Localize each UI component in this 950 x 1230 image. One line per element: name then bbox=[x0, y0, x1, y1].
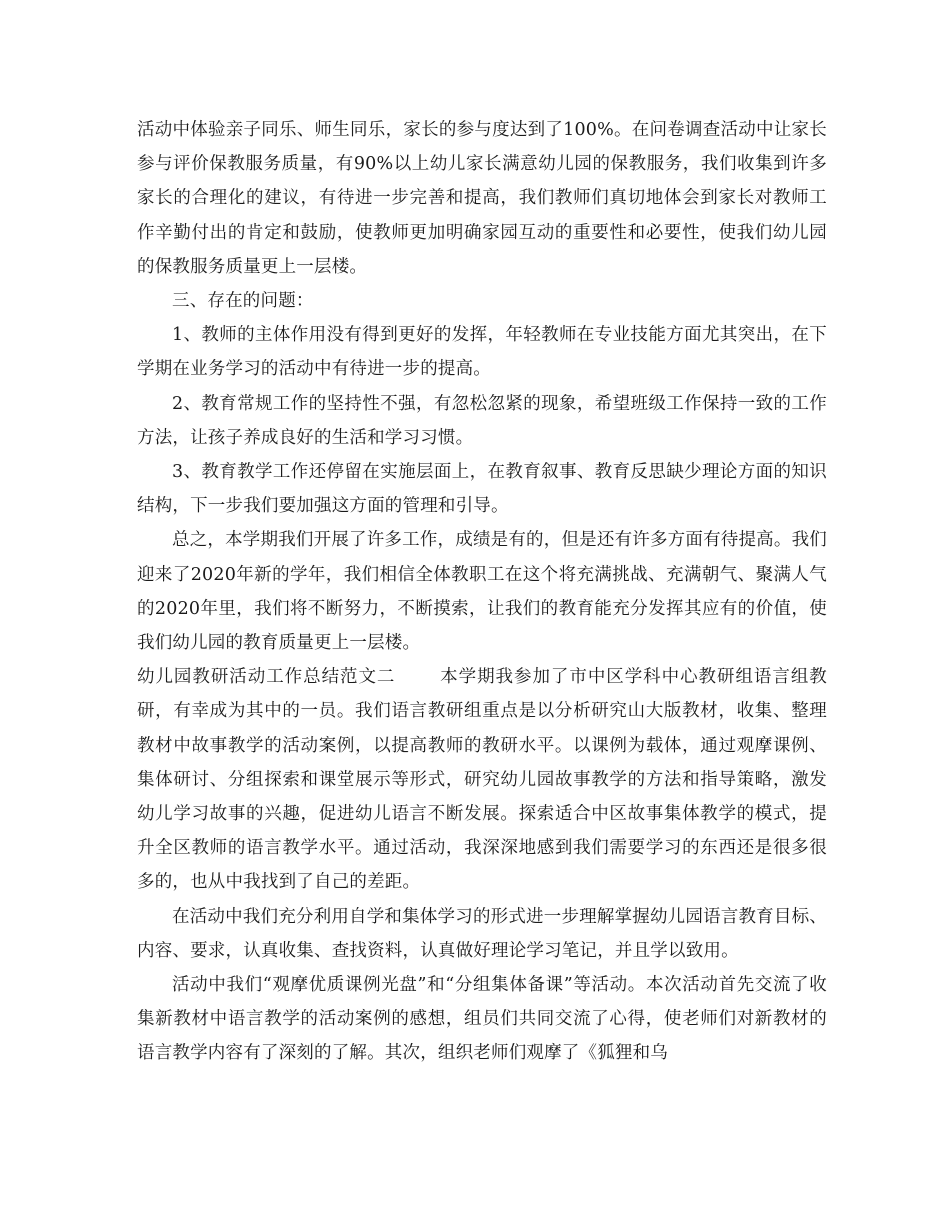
paragraph-problem-1: 1、教师的主体作用没有得到更好的发挥，年轻教师在专业技能方面尤其突出，在下学期在业务学习的活动中有待进一步的提高。 bbox=[137, 325, 827, 380]
document-page bbox=[137, 113, 827, 1071]
section-first-text: 本学期我参加了市中区学科中心教研组语言组教研，有幸成为其中的一员。我们语言教研组重点是以分析研究山大版教材，收集、整理教材中故事教学的活动案例，以提高教师的教研水平。以课例为载体，通过观摩课例、集体研讨、分组探索和课堂展示等形式，研究幼儿园故事教学的方法和指导策略，激发幼儿学习故事的兴趣，促进幼儿语言不断发展。探索适合中区故事集体教学的模式，提升全区教师的语言教学水平。通过活动，我深深地感到我们需要学习的东西还是很多很多的，也从中我找到了自己的差距。 bbox=[137, 667, 827, 893]
paragraph-activities: 活动中我们“观摩优质课例光盘”和“分组集体备课”等活动。本次活动首先交流了收集新教材中语言教学的活动案例的感想，组员们共同交流了心得，使老师们对新教材的语言教学内容有了深刻的了解。其次，组织老师们观摩了《狐狸和乌 bbox=[137, 975, 827, 1064]
paragraph-problem-2: 2、教育常规工作的坚持性不强，有忽松忽紧的现象，希望班级工作保持一致的工作方法，让孩子养成良好的生活和学习习惯。 bbox=[137, 393, 827, 448]
paragraph-problem-3: 3、教育教学工作还停留在实施层面上，在教育叙事、教育反思缺少理论方面的知识结构，下一步我们要加强这方面的管理和引导。 bbox=[137, 462, 827, 517]
paragraph-section-two bbox=[137, 660, 827, 899]
paragraph-heading-problems: 三、存在的问题： bbox=[172, 291, 314, 312]
section-title: 幼儿园教研活动工作总结范文二 bbox=[137, 667, 396, 688]
paragraph-conclusion: 总之，本学期我们开展了许多工作，成绩是有的，但是还有许多方面有待提高。我们迎来了2020年新的学年，我们相信全体教职工在这个将充满挑战、充满朝气、聚满人气的2020年里，我们将不断努力，不断摸索，让我们的教育能充分发挥其应有的价值，使我们幼儿园的教育质量更上一层楼。 bbox=[137, 530, 827, 654]
paragraph-study: 在活动中我们充分利用自学和集体学习的形式进一步理解掌握幼儿园语言教育目标、内容、要求，认真收集、查找资料，认真做好理论学习笔记，并且学以致用。 bbox=[137, 906, 827, 961]
paragraph-1: 活动中体验亲子同乐、师生同乐，家长的参与度达到了100%。在问卷调查活动中让家长参与评价保教服务质量，有90%以上幼儿家长满意幼儿园的保教服务，我们收集到许多家长的合理化的建议，有待进一步完善和提高，我们教师们真切地体会到家长对教师工作辛勤付出的肯定和鼓励，使教师更加明确家园互动的重要性和必要性，使我们幼儿园的保教服务质量更上一层楼。 bbox=[137, 120, 827, 277]
